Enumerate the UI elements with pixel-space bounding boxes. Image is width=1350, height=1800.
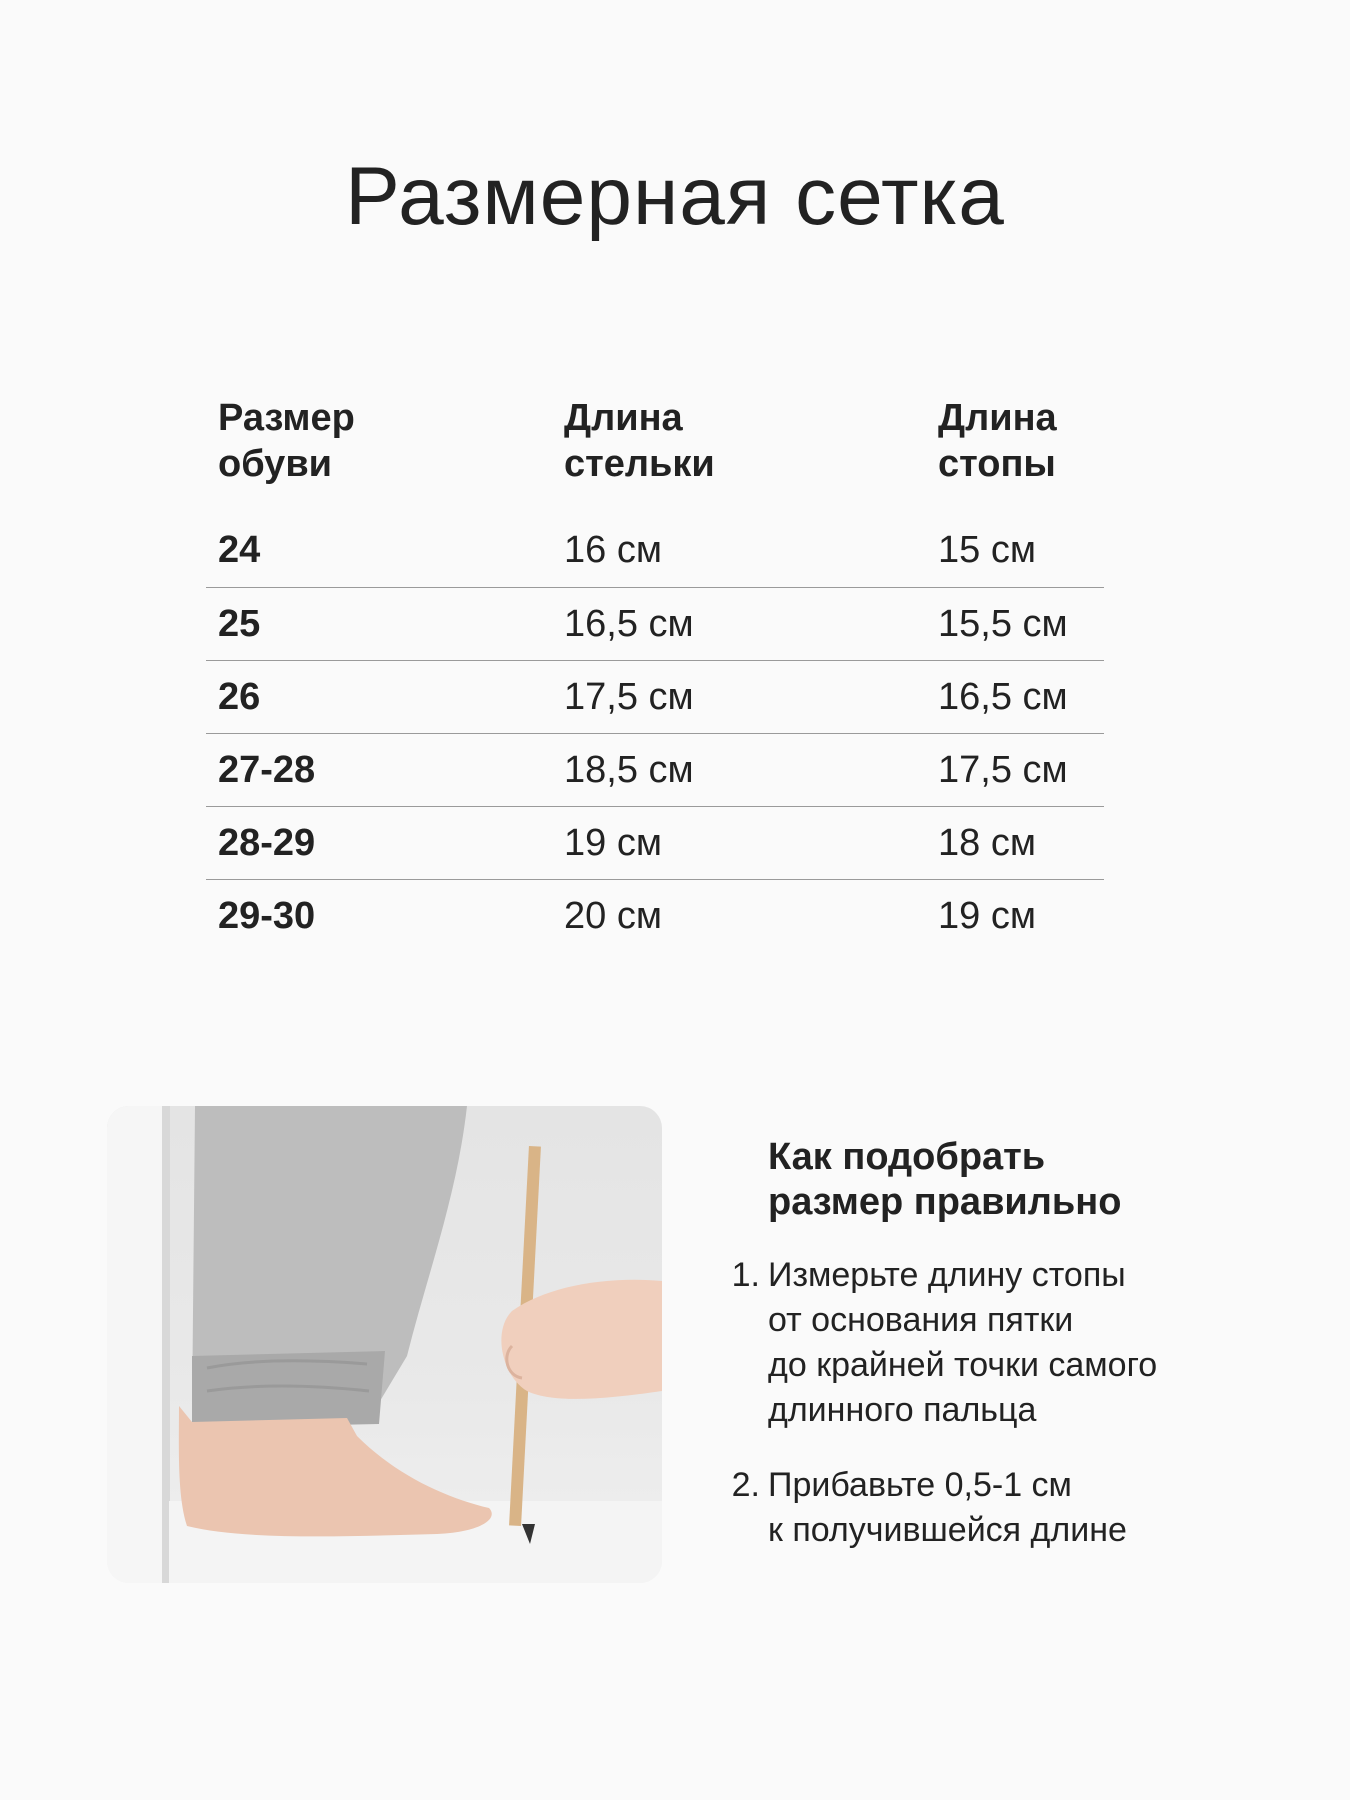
step-item (731, 1253, 1288, 1433)
cell-insole: 18,5 см (564, 748, 694, 791)
cell-insole: 19 см (564, 821, 662, 864)
cell-foot: 15,5 см (938, 602, 1068, 645)
cell-foot: 18 см (938, 821, 1036, 864)
cell-size: 28-29 (218, 821, 316, 864)
cell-foot: 19 см (938, 894, 1036, 937)
table-row (206, 513, 1104, 587)
header-insole-length: Длина стельки (564, 397, 715, 485)
cell-size: 27-28 (218, 748, 316, 791)
step-number: 1. (731, 1256, 760, 1294)
cell-size: 25 (218, 602, 261, 645)
step-text: Измерьте длину стопы от основания пятки до крайней точки самого длинного пальца (768, 1256, 1158, 1429)
header-shoe-size: Размер обуви (218, 397, 355, 485)
cell-insole: 17,5 см (564, 675, 694, 718)
cell-size: 26 (218, 675, 261, 718)
table-row (206, 660, 1104, 733)
step-number: 2. (731, 1466, 760, 1504)
table-row (206, 879, 1104, 952)
cell-size: 29-30 (218, 894, 316, 937)
foot-measuring-photo (107, 1106, 662, 1583)
cell-foot: 17,5 см (938, 748, 1068, 791)
page-title: Размерная сетка (345, 151, 1005, 242)
size-table (206, 395, 1104, 952)
how-to-title: Как подобрать размер правильно (768, 1136, 1122, 1223)
header-foot-length: Длина стопы (938, 397, 1057, 485)
how-to-choose-section (731, 1135, 1288, 1583)
cell-foot: 16,5 см (938, 675, 1068, 718)
step-text: Прибавьте 0,5-1 см к получившейся длине (768, 1466, 1127, 1549)
cell-foot: 15 см (938, 528, 1036, 571)
cell-insole: 20 см (564, 894, 662, 937)
step-item (731, 1463, 1288, 1553)
foot (179, 1406, 492, 1536)
table-header (206, 395, 1104, 513)
table-row (206, 733, 1104, 806)
table-row (206, 806, 1104, 879)
table-row (206, 587, 1104, 660)
wall-panel (107, 1106, 169, 1583)
cell-size: 24 (218, 528, 261, 571)
cell-insole: 16,5 см (564, 602, 694, 645)
cell-insole: 16 см (564, 528, 662, 571)
foot-measuring-illustration (107, 1106, 662, 1583)
